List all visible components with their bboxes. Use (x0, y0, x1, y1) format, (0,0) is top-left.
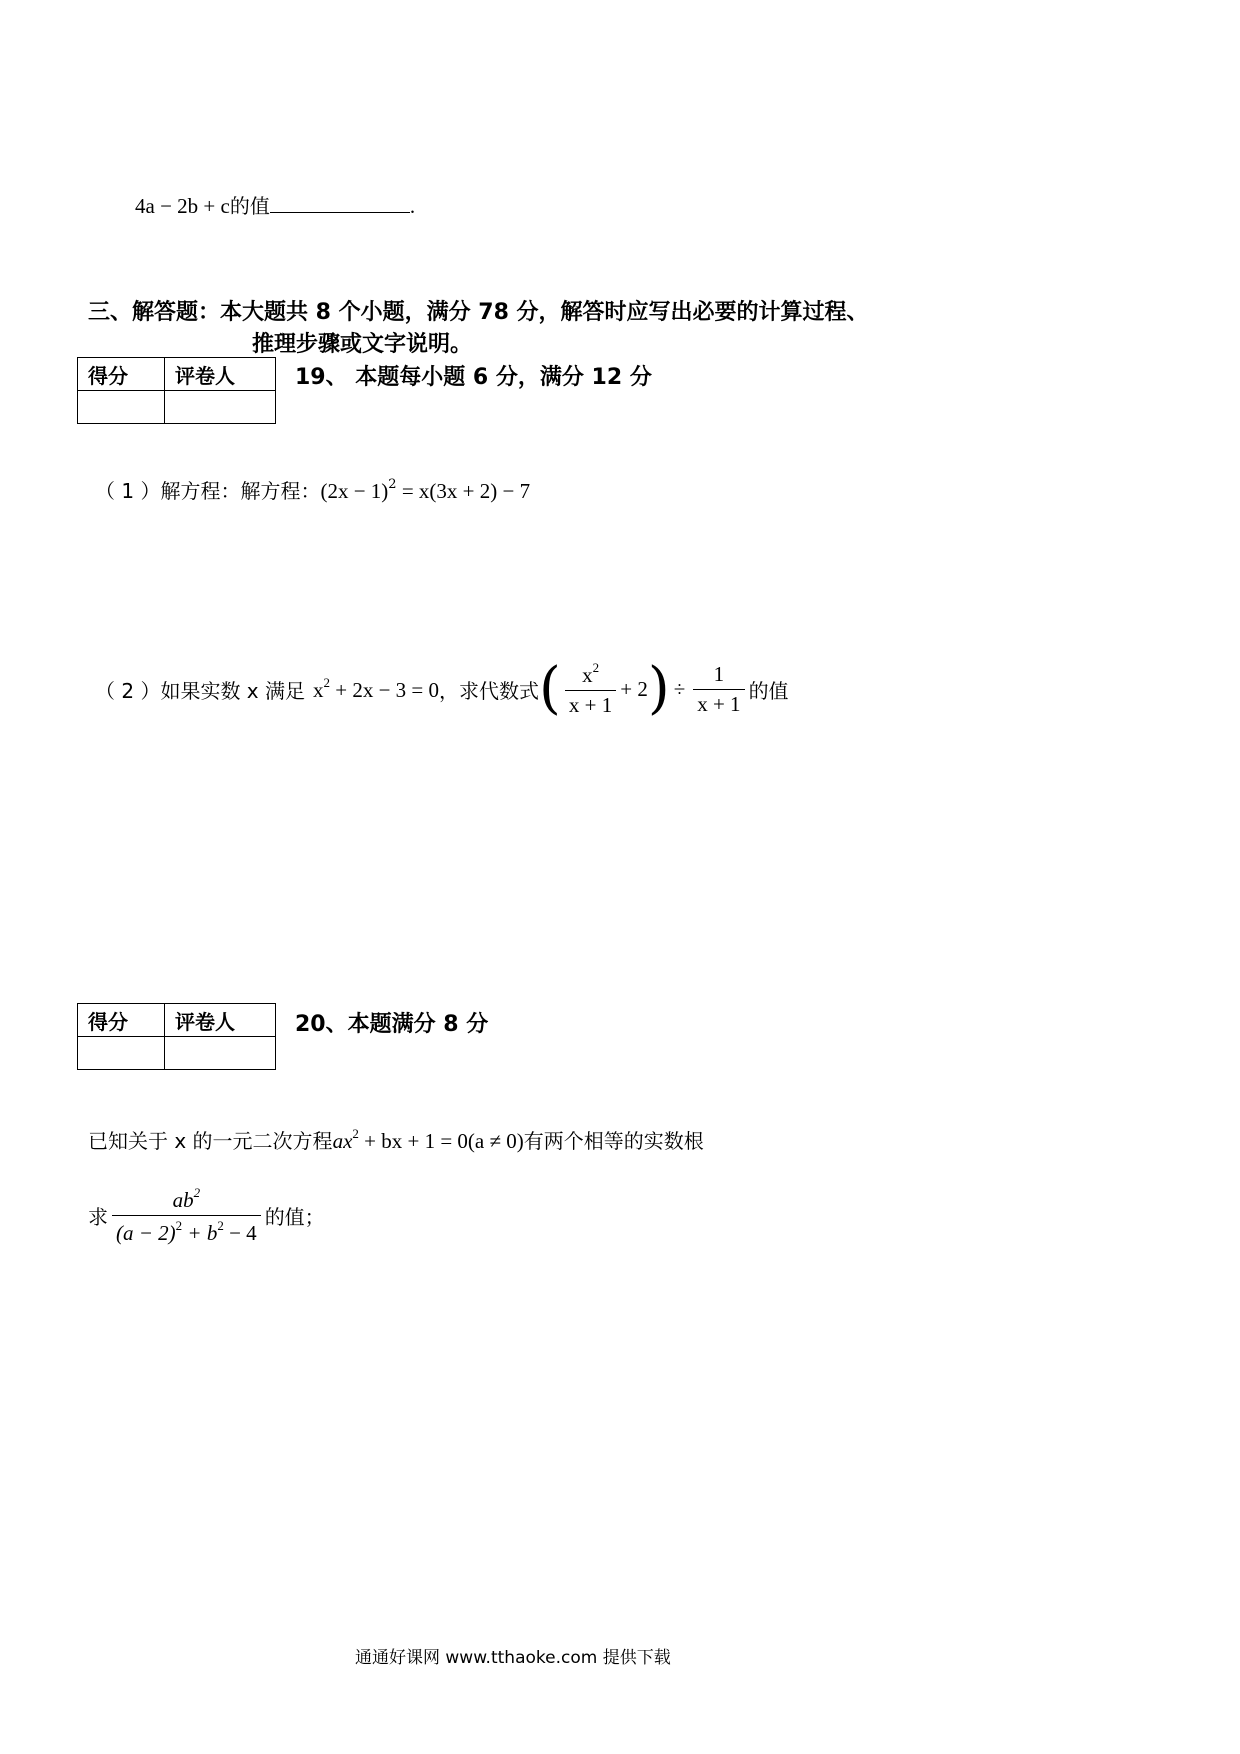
plus-two: + 2 (620, 676, 648, 701)
footer: 通通好课网 www.tthaoke.com 提供下载 (355, 1648, 671, 1668)
frac2-den: x + 1 (693, 689, 744, 717)
fraction-1-over-x1 (693, 662, 744, 717)
q20-eq-ax: ax (332, 1129, 353, 1153)
frac2-num: 1 (713, 661, 725, 686)
section-heading-line1: 三、解答题：本大题共 8 个小题，满分 78 分，解答时应写出必要的计算过程、 (88, 300, 869, 325)
grader-cell (165, 391, 276, 424)
q19-cond-exp: 2 (323, 675, 330, 690)
frac1-den: x + 1 (565, 690, 616, 718)
q19-part1-exp: 2 (388, 477, 397, 492)
score-header: 得分 (78, 1004, 165, 1037)
q19-part2 (95, 656, 789, 721)
q20-equation (332, 1126, 524, 1153)
q19-part1-label: （ 1 ）解方程：解方程： (95, 479, 321, 503)
q20-line1 (88, 1125, 704, 1154)
top-fill-line (135, 190, 415, 219)
q20-frac-num-exp: 2 (193, 1185, 201, 1200)
q20-den-c: − 4 (223, 1221, 257, 1245)
score-table-q20 (77, 1003, 276, 1070)
answer-blank (270, 192, 410, 213)
q19-part2-label: （ 2 ）如果实数 x 满足 (95, 678, 305, 703)
q20-line1-post: 有两个相等的实数根 (523, 1129, 704, 1153)
q20-den-exp1: 2 (175, 1218, 183, 1233)
q20-eq-exp: 2 (352, 1126, 359, 1141)
q19-part2-cond (313, 675, 439, 703)
q19-part1-lhs: (2x − 1) (320, 479, 389, 503)
q19-title: 19、 本题每小题 6 分，满分 12 分 (295, 365, 652, 390)
q20-line2-pre: 求 (88, 1205, 108, 1229)
divide-sign: ÷ (673, 676, 686, 701)
q20-fraction (112, 1185, 261, 1246)
q20-den-b: + b (182, 1221, 218, 1245)
top-fill-end: . (409, 194, 416, 218)
score-header: 得分 (78, 358, 165, 391)
top-fill-suffix: 的值 (229, 194, 270, 218)
q19-part2-end: 的值 (748, 678, 789, 703)
q20-frac-num: ab (172, 1188, 194, 1212)
q20-line1-pre: 已知关于 x 的一元二次方程 (88, 1129, 333, 1153)
fraction-x2-over-x1 (565, 660, 616, 718)
score-cell (78, 1037, 165, 1070)
grader-header: 评卷人 (165, 1004, 276, 1037)
q19-part1 (95, 475, 530, 504)
q20-line2-post: 的值； (264, 1205, 325, 1229)
section-heading-line2: 推理步骤或文字说明。 (252, 332, 473, 357)
q19-cond-rest: + 2x − 3 = 0 (330, 678, 440, 702)
frac1-num-exp: 2 (592, 660, 600, 675)
grader-header: 评卷人 (165, 358, 276, 391)
q20-line2 (88, 1185, 325, 1246)
q20-title: 20、本题满分 8 分 (295, 1012, 489, 1037)
frac1-num: x (582, 663, 593, 687)
right-paren: ) (647, 656, 670, 721)
q20-eq-rest: + bx + 1 = 0(a ≠ 0) (358, 1129, 524, 1153)
q19-cond-x: x (313, 678, 324, 702)
q19-part2-mid: ，求代数式 (439, 678, 540, 703)
q19-part1-rhs: = x(3x + 2) − 7 (396, 479, 531, 503)
q20-den-a: (a − 2) (116, 1221, 176, 1245)
score-cell (78, 391, 165, 424)
q20-den-exp2: 2 (217, 1218, 224, 1233)
top-fill-expression: 4a − 2b + c (135, 194, 230, 218)
grader-cell (165, 1037, 276, 1070)
left-paren: ( (539, 656, 561, 721)
score-table-q19 (77, 357, 276, 424)
